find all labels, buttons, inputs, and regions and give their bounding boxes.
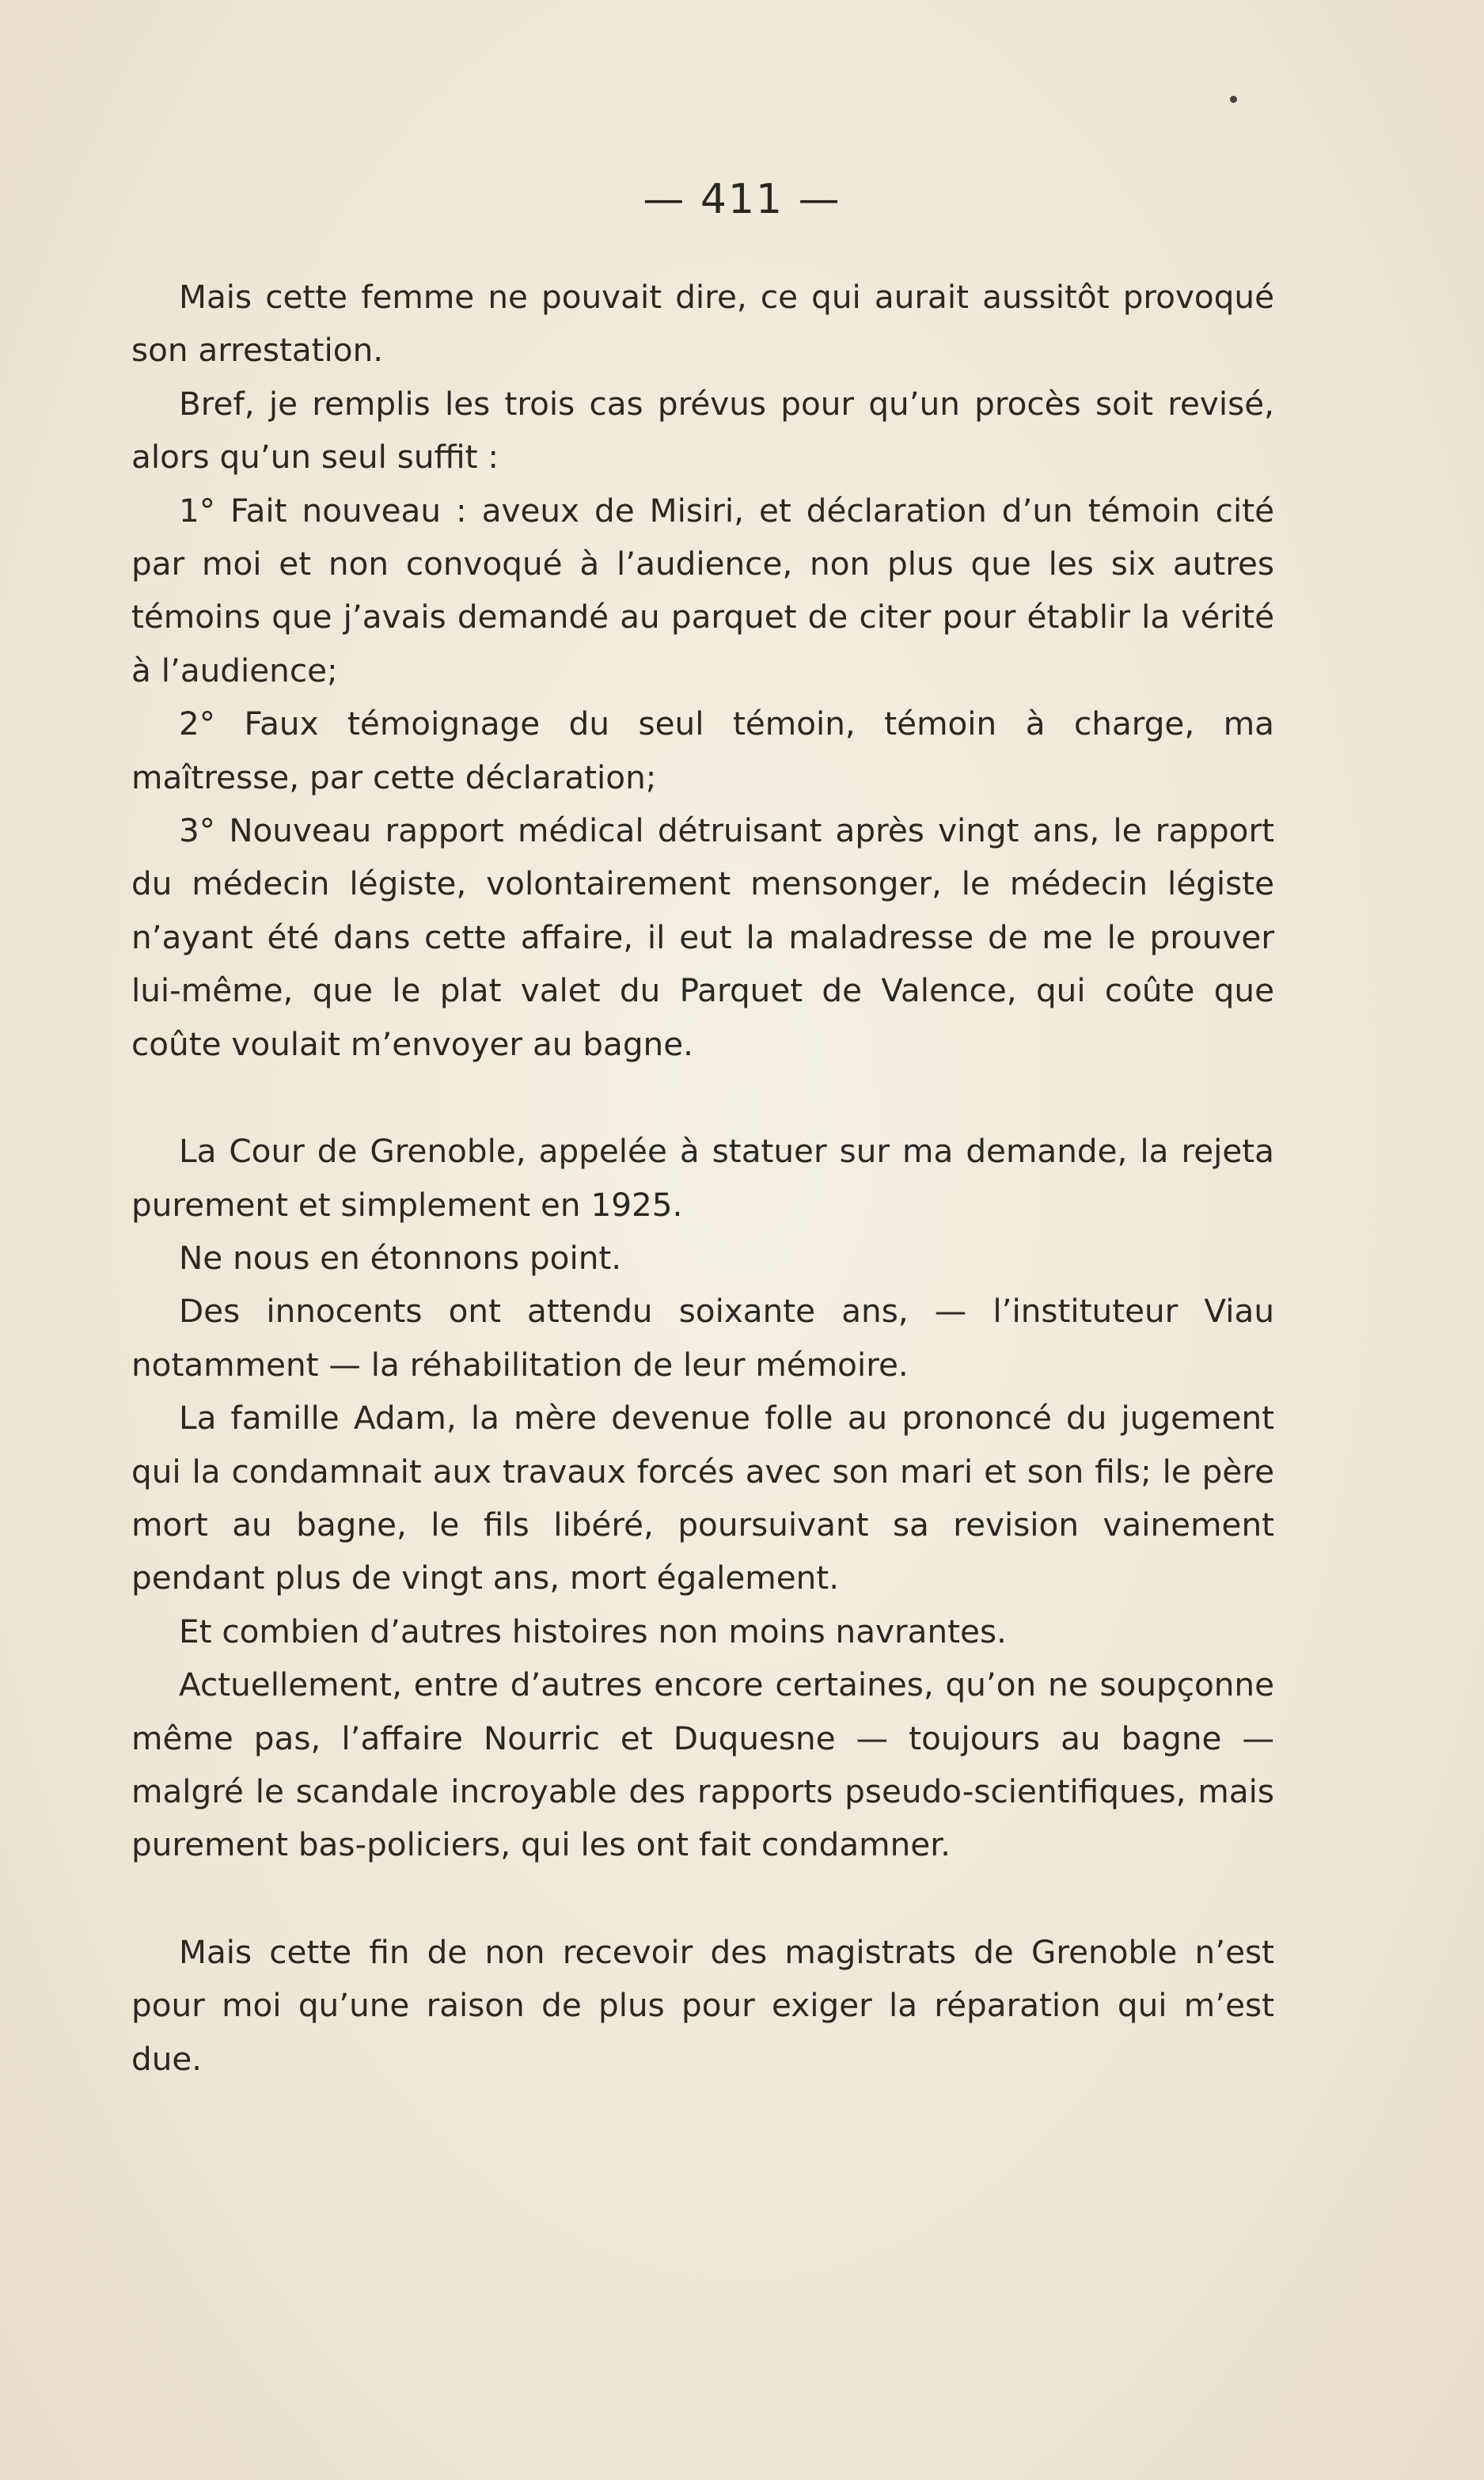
paragraph-12: Mais cette fin de non recevoir des magistrats de Grenoble n’est pour moi qu’une raison de plus pour exiger la réparation qui m’est due. [131,1932,1274,2078]
ink-speck [1230,96,1237,103]
page-number: — 411 — [643,176,841,223]
paragraph-10: Et combien d’autres histoires non moins navrantes. [179,1612,1007,1650]
paragraph-4: 2° Faux témoignage du seul témoin, témoin à charge, ma maîtresse, par cette déclaration; [131,705,1274,796]
paragraph-11: Actuellement, entre d’autres encore certaines, qu’on ne soupçonne même pas, l’affaire Nourric et Duquesne — toujours au bagne — malgré le scandale incroyable des rapports pseudo-scientifiques, mais purement bas-policiers, qui les ont fait condamner. [131,1665,1274,1864]
paragraph-9: La famille Adam, la mère devenue folle au prononcé du jugement qui la condamnait aux travaux forcés avec son mari et son fils; le père mort au bagne, le fils libéré, poursuivant sa revision vainement pendant plus de vingt ans, mort également. [131,1399,1274,1597]
paragraph-8: Des innocents ont attendu soixante ans, — l’instituteur Viau notamment — la réhabilitation de leur mémoire. [131,1292,1274,1384]
paragraph-5: 3° Nouveau rapport médical détruisant après vingt ans, le rapport du médecin légiste, volontairement mensonger, le médecin légiste n’ayant été dans cette affaire, il eut la maladresse de me le prouver lui-même, que le plat valet du Parquet de Valence, qui coûte que coûte voulait m’envoyer au bagne. [131,811,1274,1063]
paragraph-3: 1° Fait nouveau : aveux de Misiri, et déclaration d’un témoin cité par moi et non convoqué à l’audience, non plus que les six autres témoins que j’avais demandé au parquet de citer pour établir la vérité à l’audience; [131,491,1274,689]
paragraph-6: La Cour de Grenoble, appelée à statuer sur ma demande, la rejeta purement et simplement en 1925. [131,1132,1274,1224]
paragraph-1: Mais cette femme ne pouvait dire, ce qui aurait aussitôt provoqué son arrestation. [131,278,1274,370]
paragraph-2: Bref, je remplis les trois cas prévus pour qu’un procès soit revisé, alors qu’un seul suffit : [131,384,1274,477]
body-text [131,271,1274,2086]
paragraph-7: Ne nous en étonnons point. [179,1238,622,1277]
